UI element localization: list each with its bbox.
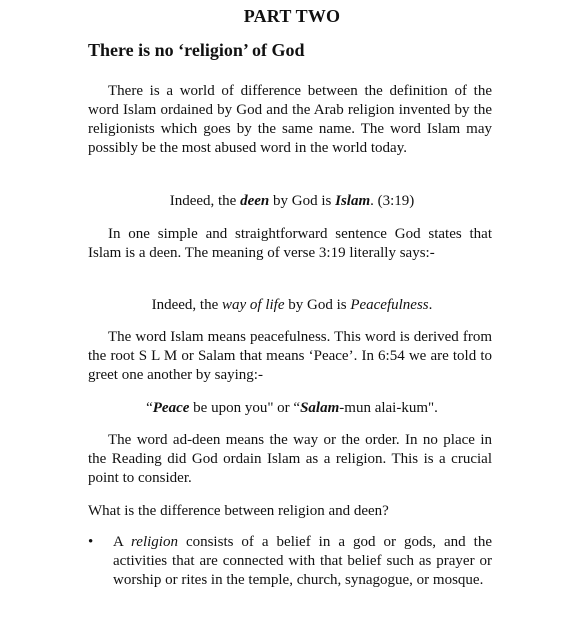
verse-emphasis-islam: Islam xyxy=(335,193,371,209)
bullet-icon: • xyxy=(88,534,94,550)
section-title: There is no ‘religion’ of God xyxy=(88,40,305,60)
verse-quote-3-19 xyxy=(0,192,584,211)
verse-text: -mun alai-kum". xyxy=(339,400,438,416)
paragraph-ad-deen: The word ad-deen means the way or the order. In no place in the Reading did God ordain Islam as a religion. This is a crucial point to consider. xyxy=(88,432,492,486)
bullet-list xyxy=(88,533,492,590)
verse-text: by God is xyxy=(269,193,336,209)
verse-reference: . (3:19) xyxy=(370,193,415,209)
part-title: PART TWO xyxy=(243,6,341,26)
paragraph-deen: In one simple and straightforward sentence God states that Islam is a deen. The meaning of verse 3:19 literally says:- xyxy=(88,226,492,261)
verse-text: be upon you" or “ xyxy=(189,400,301,416)
list-item-text: consists of a belief in a god or gods, and the activities that are connected with that belief such as prayer or worship or rites in the temple, church, synagogue, or mosque. xyxy=(113,534,492,588)
verse-quote-meaning xyxy=(0,296,584,315)
paragraph-intro: There is a world of difference between the definition of the word Islam ordained by God and the Arab religion invented by the religionists which goes by the same name. The word Islam may possibly be the most abused word in the world today. xyxy=(88,83,492,156)
paragraph-peacefulness: The word Islam means peacefulness. This word is derived from the root S L M or Salam that means ‘Peace’. In 6:54 we are told to greet one another by saying:- xyxy=(88,329,492,383)
verse-quote-greeting xyxy=(0,399,584,418)
question-paragraph: What is the difference between religion and deen? xyxy=(88,503,389,519)
verse-emphasis-peacefulness: Peacefulness xyxy=(350,297,429,313)
verse-text: by God is xyxy=(284,297,351,313)
list-item-text: A xyxy=(113,534,131,550)
verse-emphasis-salam: Salam xyxy=(300,400,340,416)
verse-emphasis-way-of-life: way of life xyxy=(221,297,285,313)
verse-text: Indeed, the xyxy=(151,297,222,313)
verse-text: “ xyxy=(146,400,153,416)
verse-text: . xyxy=(428,297,433,313)
verse-text: Indeed, the xyxy=(169,193,241,209)
verse-emphasis-peace: Peace xyxy=(152,400,190,416)
list-item-emphasis-religion: religion xyxy=(131,534,178,550)
verse-emphasis-deen: deen xyxy=(240,193,270,209)
list-item xyxy=(88,533,492,590)
